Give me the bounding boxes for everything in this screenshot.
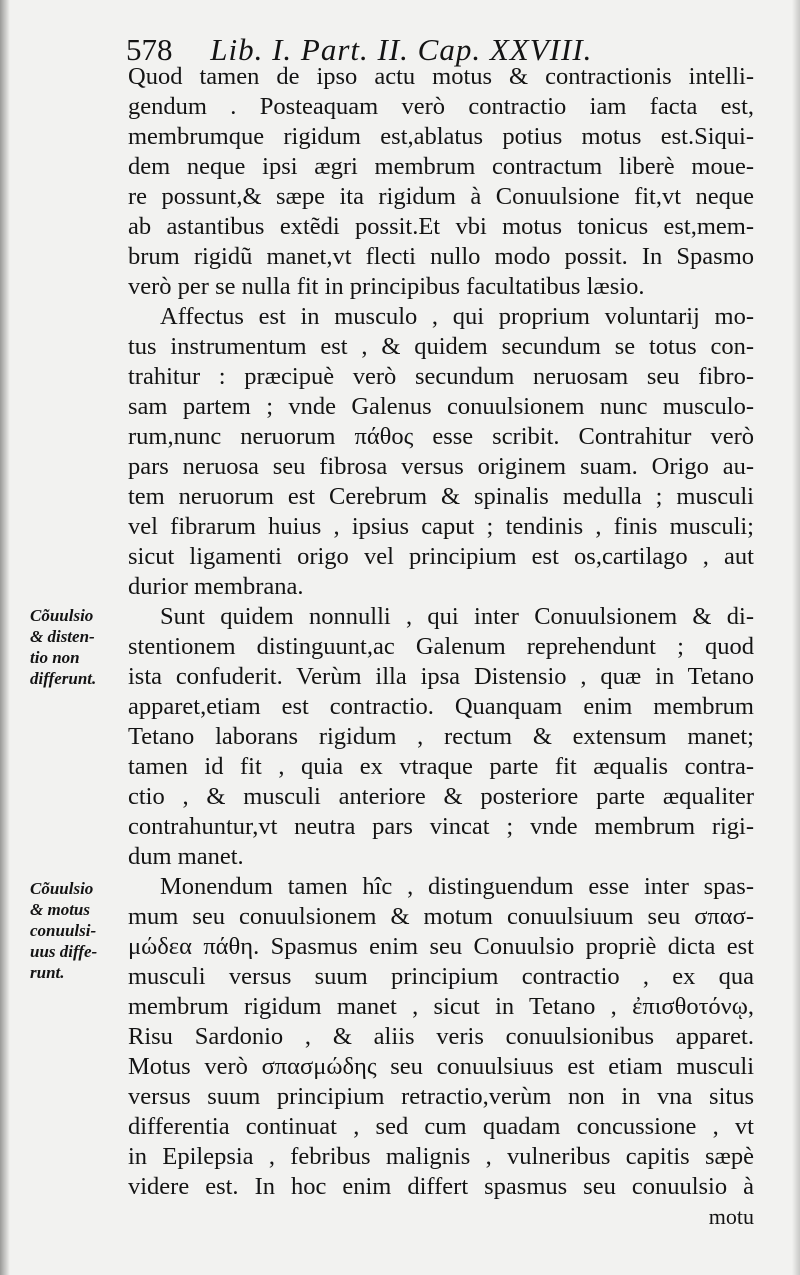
- running-head: Lib. I. Part. II. Cap. XXVIII.: [210, 32, 593, 67]
- text-line: Risu Sardonio , & aliis veris conuulsionibus apparet.: [128, 1023, 754, 1050]
- text-line: musculi versus suum principium contractio , ex qua: [128, 963, 754, 990]
- text-line: ctio , & musculi anteriore & posteriore parte æqualiter: [128, 783, 754, 810]
- text-line: ista confuderit. Verùm illa ipsa Distensio , quæ in Tetano: [128, 663, 754, 690]
- text-line: verò per se nulla fit in principibus facultatibus læsio.: [128, 273, 645, 300]
- marginal-note-line: tio non: [30, 648, 80, 667]
- text-line: pars neruosa seu fibrosa versus originem suam. Origo au-: [128, 453, 754, 480]
- marginal-note-line: & disten-: [30, 627, 95, 646]
- text-line: stentionem distinguunt,ac Galenum reprehendunt ; quod: [128, 633, 754, 660]
- text-line: dum manet.: [128, 843, 244, 870]
- text-line: mum seu conuulsionem & motum conuulsiuum seu σπασ-: [128, 903, 754, 930]
- text-line: contrahuntur,vt neutra pars vincat ; vnde membrum rigi-: [128, 813, 754, 840]
- text-line: tus instrumentum est , & quidem secundum se totus con-: [128, 333, 754, 360]
- marginal-note-line: runt.: [30, 963, 65, 982]
- text-line: μώδεα πάθη. Spasmus enim seu Conuulsio propriè dicta est: [128, 933, 754, 960]
- marginal-note-line: & motus: [30, 900, 90, 919]
- marginal-note-convulsion-motion: [30, 878, 126, 983]
- marginal-note-line: differunt.: [30, 669, 97, 688]
- marginal-note-line: Cõuulsio: [30, 606, 94, 625]
- page-number: 578: [126, 32, 173, 67]
- text-line: versus suum principium retractio,verùm non in vna situs: [128, 1083, 754, 1110]
- text-line: re possunt,& sæpe ita rigidum à Conuulsione fit,vt neque: [128, 183, 754, 210]
- marginal-note-line: Cõuulsio: [30, 879, 94, 898]
- text-line: membrumque rigidum est,ablatus potius motus est.Siqui-: [128, 123, 754, 150]
- text-line: Sunt quidem nonnulli , qui inter Conuulsionem & di-: [160, 603, 754, 630]
- text-line: differentia continuat , sed cum quadam concussione , vt: [128, 1113, 754, 1140]
- text-line: tem neruorum est Cerebrum & spinalis medulla ; musculi: [128, 483, 754, 510]
- text-line: durior membrana.: [128, 573, 304, 600]
- text-line: sicut ligamenti origo vel principium est os,cartilago , aut: [128, 543, 754, 570]
- text-line: ab astantibus extẽdi possit.Et vbi motus tonicus est,mem-: [128, 213, 754, 240]
- text-line: vel fibrarum huius , ipsius caput ; tendinis , finis musculi;: [128, 513, 754, 540]
- marginal-note-line: uus diffe-: [30, 942, 98, 961]
- text-line: Monendum tamen hîc , distinguendum esse inter spas-: [160, 873, 754, 900]
- catchword: motu: [708, 1204, 754, 1229]
- text-line: dem neque ipsi ægri membrum contractum liberè moue-: [128, 153, 754, 180]
- text-line: trahitur : præcipuè verò secundum neruosam seu fibro-: [128, 363, 754, 390]
- text-line: in Epilepsia , febribus malignis , vulneribus capitis sæpè: [128, 1143, 754, 1170]
- text-line: tamen id fit , quia ex vtraque parte fit æqualis contra-: [128, 753, 754, 780]
- text-line: membrum rigidum manet , sicut in Tetano , ἐπισθοτόνῳ,: [128, 993, 754, 1020]
- text-line: rum,nunc neruorum πάθος esse scribit. Contrahitur verò: [128, 423, 754, 450]
- text-line: videre est. In hoc enim differt spasmus seu conuulsio à: [128, 1173, 754, 1200]
- text-line: Motus verò σπασμώδης seu conuulsiuus est etiam musculi: [128, 1053, 754, 1080]
- text-line: brum rigidũ manet,vt flecti nullo modo possit. In Spasmo: [128, 243, 754, 270]
- marginal-note-line: conuulsi-: [30, 921, 97, 940]
- text-line: apparet,etiam est contractio. Quanquam enim membrum: [128, 693, 754, 720]
- text-line: gendum . Posteaquam verò contractio iam facta est,: [128, 93, 754, 120]
- text-line: sam partem ; vnde Galenus conuulsionem nunc musculo-: [128, 393, 754, 420]
- body-text: [128, 62, 754, 1232]
- text-line: Quod tamen de ipso actu motus & contractionis intelli-: [128, 63, 754, 90]
- text-line: Affectus est in musculo , qui proprium voluntarij mo-: [160, 303, 754, 330]
- text-line: Tetano laborans rigidum , rectum & extensum manet;: [128, 723, 754, 750]
- marginal-note-convulsion-distension: [30, 605, 126, 689]
